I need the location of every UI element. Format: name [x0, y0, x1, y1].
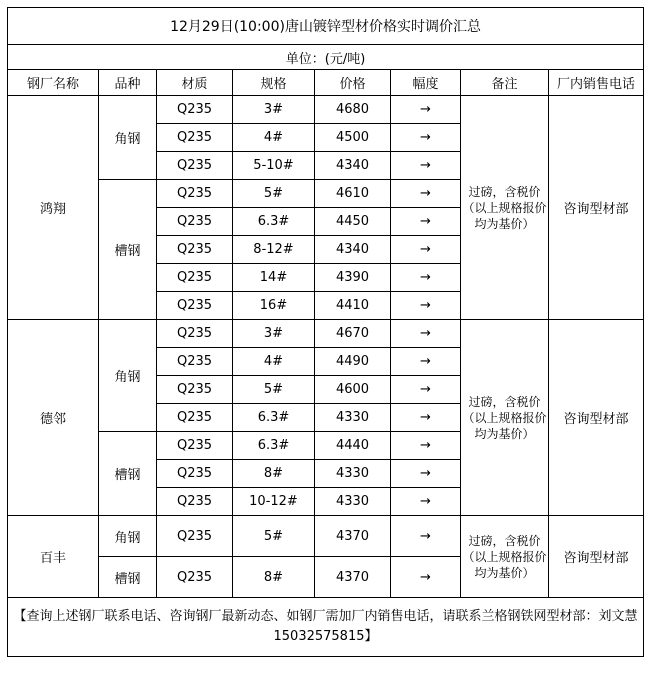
category-cell: 槽钢: [99, 180, 157, 320]
price-cell: 4450: [315, 208, 391, 236]
change-arrow-icon: →: [391, 404, 461, 432]
price-cell: 4330: [315, 460, 391, 488]
spec-cell: 8-12#: [233, 236, 315, 264]
spec-cell: 10-12#: [233, 488, 315, 516]
material-cell: Q235: [157, 96, 233, 124]
table-row: [8, 320, 644, 348]
table-row: [8, 516, 644, 557]
change-arrow-icon: →: [391, 264, 461, 292]
category-cell: 槽钢: [99, 432, 157, 516]
price-cell: 4370: [315, 557, 391, 598]
spec-cell: 8#: [233, 557, 315, 598]
spec-cell: 3#: [233, 96, 315, 124]
material-cell: Q235: [157, 557, 233, 598]
note-cell: 过磅，含税价（以上规格报价均为基价）: [461, 96, 549, 320]
spec-cell: 6.3#: [233, 432, 315, 460]
mill-name: 鸿翔: [8, 96, 99, 320]
header-row: [8, 70, 644, 96]
price-cell: 4410: [315, 292, 391, 320]
spec-cell: 5-10#: [233, 152, 315, 180]
change-arrow-icon: →: [391, 376, 461, 404]
change-arrow-icon: →: [391, 516, 461, 557]
material-cell: Q235: [157, 292, 233, 320]
contact-cell: 咨询型材部: [549, 96, 644, 320]
price-cell: 4340: [315, 152, 391, 180]
unit-label: 单位：(元/吨): [8, 45, 644, 70]
price-cell: 4610: [315, 180, 391, 208]
price-cell: 4370: [315, 516, 391, 557]
table-row: [8, 96, 644, 124]
spec-cell: 5#: [233, 516, 315, 557]
change-arrow-icon: →: [391, 292, 461, 320]
category-cell: 角钢: [99, 516, 157, 557]
spec-cell: 6.3#: [233, 208, 315, 236]
price-cell: 4440: [315, 432, 391, 460]
material-cell: Q235: [157, 404, 233, 432]
change-arrow-icon: →: [391, 236, 461, 264]
change-arrow-icon: →: [391, 208, 461, 236]
change-arrow-icon: →: [391, 557, 461, 598]
header-spec: 规格: [233, 70, 315, 96]
spec-cell: 5#: [233, 180, 315, 208]
header-material: 材质: [157, 70, 233, 96]
material-cell: Q235: [157, 124, 233, 152]
price-cell: 4490: [315, 348, 391, 376]
contact-cell: 咨询型材部: [549, 516, 644, 598]
material-cell: Q235: [157, 488, 233, 516]
material-cell: Q235: [157, 236, 233, 264]
material-cell: Q235: [157, 208, 233, 236]
spec-cell: 14#: [233, 264, 315, 292]
material-cell: Q235: [157, 460, 233, 488]
change-arrow-icon: →: [391, 96, 461, 124]
note-cell: 过磅，含税价（以上规格报价均为基价）: [461, 516, 549, 598]
spec-cell: 8#: [233, 460, 315, 488]
change-arrow-icon: →: [391, 320, 461, 348]
title-row: [8, 8, 644, 45]
change-arrow-icon: →: [391, 180, 461, 208]
price-table: [7, 7, 644, 657]
category-cell: 角钢: [99, 96, 157, 180]
contact-cell: 咨询型材部: [549, 320, 644, 516]
change-arrow-icon: →: [391, 348, 461, 376]
material-cell: Q235: [157, 320, 233, 348]
material-cell: Q235: [157, 348, 233, 376]
change-arrow-icon: →: [391, 460, 461, 488]
price-cell: 4600: [315, 376, 391, 404]
material-cell: Q235: [157, 152, 233, 180]
price-cell: 4670: [315, 320, 391, 348]
mill-name: 德邻: [8, 320, 99, 516]
price-cell: 4500: [315, 124, 391, 152]
header-mill: 钢厂名称: [8, 70, 99, 96]
change-arrow-icon: →: [391, 488, 461, 516]
spec-cell: 4#: [233, 348, 315, 376]
spec-cell: 3#: [233, 320, 315, 348]
header-change: 幅度: [391, 70, 461, 96]
material-cell: Q235: [157, 180, 233, 208]
header-contact: 厂内销售电话: [549, 70, 644, 96]
header-note: 备注: [461, 70, 549, 96]
price-cell: 4330: [315, 488, 391, 516]
header-price: 价格: [315, 70, 391, 96]
price-cell: 4390: [315, 264, 391, 292]
header-category: 品种: [99, 70, 157, 96]
mill-name: 百丰: [8, 516, 99, 598]
material-cell: Q235: [157, 376, 233, 404]
price-cell: 4680: [315, 96, 391, 124]
price-cell: 4340: [315, 236, 391, 264]
spec-cell: 6.3#: [233, 404, 315, 432]
price-cell: 4330: [315, 404, 391, 432]
material-cell: Q235: [157, 516, 233, 557]
material-cell: Q235: [157, 432, 233, 460]
spec-cell: 16#: [233, 292, 315, 320]
change-arrow-icon: →: [391, 152, 461, 180]
change-arrow-icon: →: [391, 432, 461, 460]
footer-contact-note: 【查询上述钢厂联系电话、咨询钢厂最新动态、如钢厂需加厂内销售电话，请联系兰格钢铁网型材部：刘文慧15032575815】: [8, 598, 644, 657]
unit-row: [8, 45, 644, 70]
spec-cell: 4#: [233, 124, 315, 152]
note-cell: 过磅，含税价（以上规格报价均为基价）: [461, 320, 549, 516]
category-cell: 槽钢: [99, 557, 157, 598]
category-cell: 角钢: [99, 320, 157, 432]
footer-row: [8, 598, 644, 657]
material-cell: Q235: [157, 264, 233, 292]
change-arrow-icon: →: [391, 124, 461, 152]
table-title: 12月29日(10:00)唐山镀锌型材价格实时调价汇总: [8, 8, 644, 45]
spec-cell: 5#: [233, 376, 315, 404]
